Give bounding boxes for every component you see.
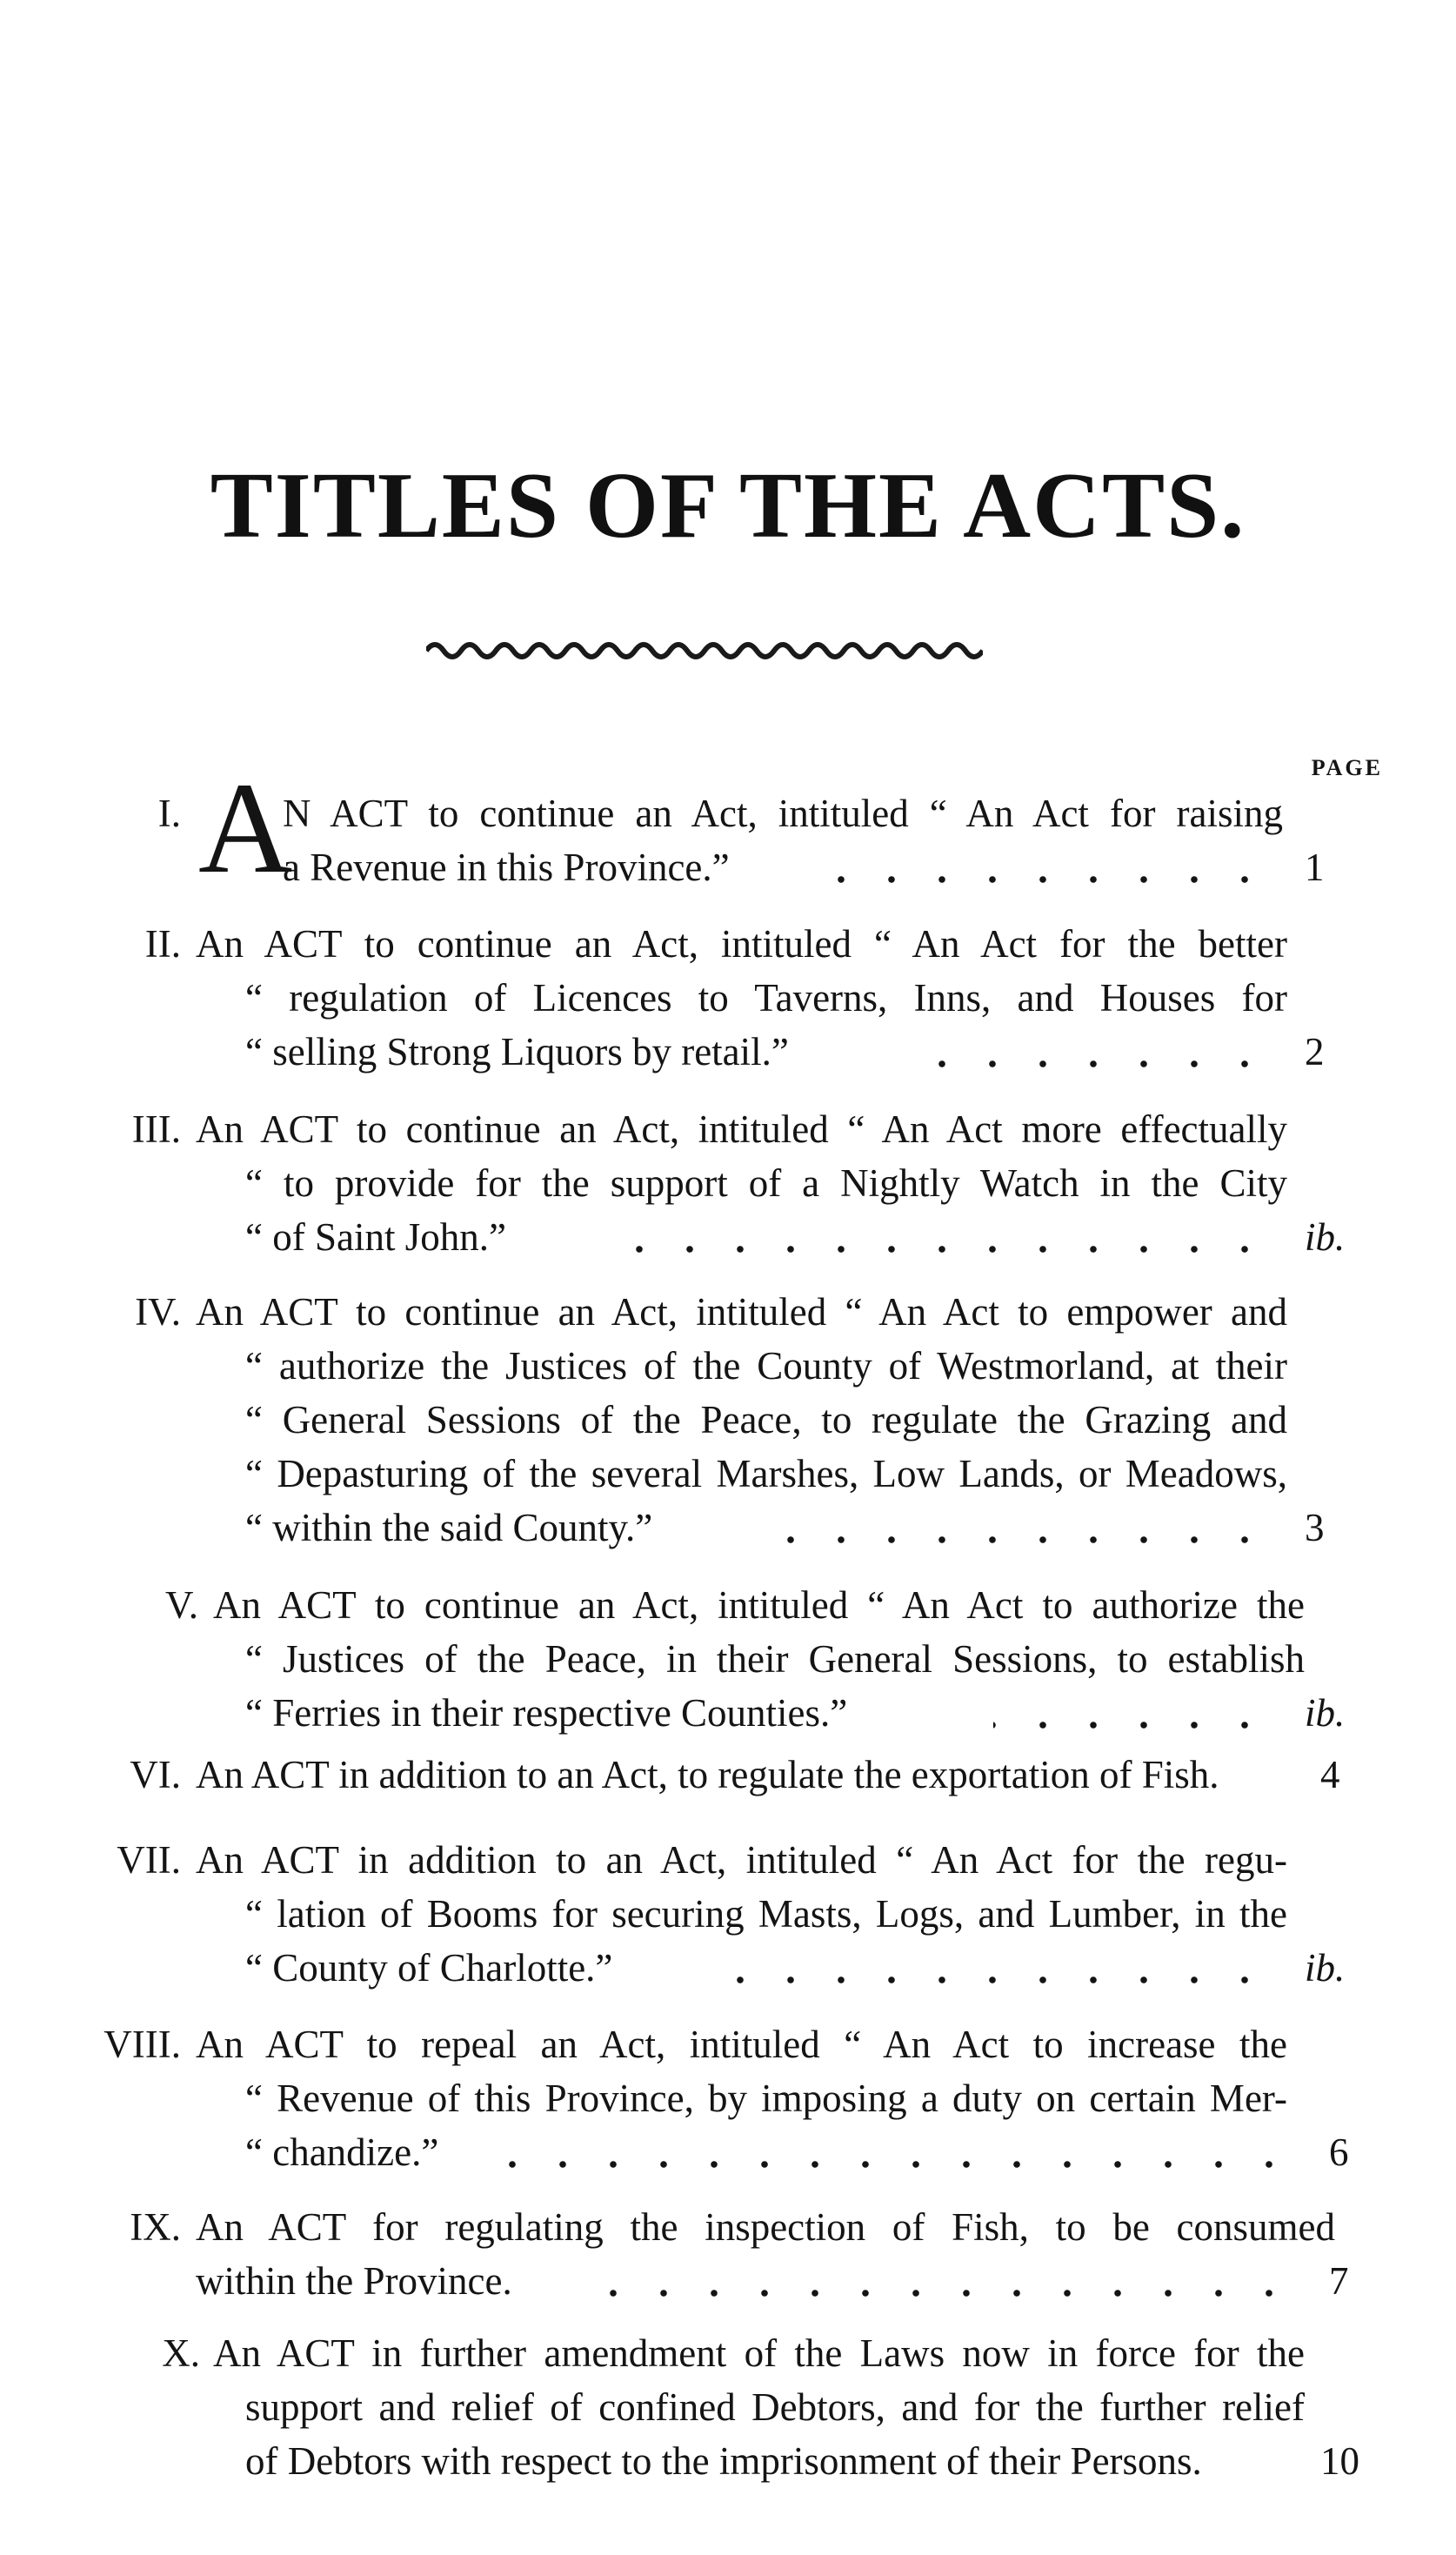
act-title-line: An ACT to continue an Act, intituled “ An Act more effectually xyxy=(196,1107,1287,1151)
leader-dots xyxy=(698,1976,1270,1983)
act-title-line: “ to provide for the support of a Nightly Watch in the City xyxy=(245,1161,1287,1205)
act-title-line: “ selling Strong Liquors by retail.” xyxy=(245,1030,789,1074)
act-title-line: An ACT to repeal an Act, intituled “ An Act to increase the xyxy=(196,2023,1287,2066)
page-number: 3 xyxy=(1305,1506,1325,1549)
page-number: 10 xyxy=(1320,2439,1359,2483)
act-title-line: “ authorize the Justices of the County of Westmorland, at their xyxy=(245,1344,1287,1388)
act-title-line: “ Ferries in their respective Counties.” xyxy=(245,1691,848,1735)
leader-dots xyxy=(750,1536,1270,1543)
act-title-line: “ Depasturing of the several Marshes, Low Lands, or Meadows, xyxy=(245,1452,1287,1495)
leader-dots xyxy=(596,2290,1294,2297)
act-numeral: IV. xyxy=(135,1290,181,1334)
act-numeral: IX. xyxy=(130,2205,181,2249)
act-numeral: VII. xyxy=(117,1838,181,1882)
act-title-line: “ General Sessions of the Peace, to regulate the Grazing and xyxy=(245,1398,1287,1441)
act-title-line: An ACT in addition to an Act, to regulate the exportation of Fish. xyxy=(196,1753,1219,1796)
act-title-line: “ County of Charlotte.” xyxy=(245,1946,613,1990)
leader-dots xyxy=(593,1246,1270,1253)
page-number: 4 xyxy=(1320,1753,1340,1796)
page-title: TITLES OF THE ACTS. xyxy=(210,454,1246,558)
act-title-line: “ chandize.” xyxy=(245,2130,439,2174)
page-number: 7 xyxy=(1329,2259,1349,2303)
act-numeral: X. xyxy=(162,2331,200,2375)
act-title-line: An ACT for regulating the inspection of Fish, to be consumed xyxy=(196,2205,1335,2249)
page-number: ib. xyxy=(1305,1691,1346,1735)
act-title-line: An ACT to continue an Act, intituled “ An Act for the better xyxy=(196,922,1287,966)
act-numeral: I. xyxy=(157,792,181,835)
act-title-line: “ Revenue of this Province, by imposing a duty on certain Mer- xyxy=(245,2077,1287,2120)
page-number: 1 xyxy=(1305,846,1325,889)
act-title-line: a Revenue in this Province.” xyxy=(283,846,730,889)
act-title-line: of Debtors with respect to the imprisonment of their Persons. xyxy=(245,2439,1202,2483)
leader-dots xyxy=(924,1060,1270,1067)
act-numeral: III. xyxy=(131,1107,181,1151)
act-title-line: N ACT to continue an Act, intituled “ An Act for raising xyxy=(283,792,1283,835)
act-numeral: V. xyxy=(165,1583,198,1627)
act-title-line: “ of Saint John.” xyxy=(245,1215,506,1259)
act-title-line: “ Justices of the Peace, in their General Sessions, to establish xyxy=(245,1637,1305,1681)
page-column-header: PAGE xyxy=(1311,755,1383,780)
page-number: 6 xyxy=(1329,2130,1349,2174)
page-number: ib. xyxy=(1305,1215,1346,1259)
act-title-line: within the Province. xyxy=(196,2259,512,2303)
act-title-line: An ACT to continue an Act, intituled “ An Act to authorize the xyxy=(213,1583,1305,1627)
act-title-line: support and relief of confined Debtors, and for the further relief xyxy=(245,2385,1305,2429)
page-number: 2 xyxy=(1305,1030,1325,1074)
act-numeral: VIII. xyxy=(104,2023,181,2066)
leader-dots xyxy=(993,1722,1270,1729)
act-title-line: An ACT in addition to an Act, intituled “ An Act for the regu- xyxy=(196,1838,1287,1882)
page-number: ib. xyxy=(1305,1946,1346,1990)
act-title-line: An ACT to continue an Act, intituled “ An Act to empower and xyxy=(196,1290,1287,1334)
decorative-rule xyxy=(426,635,983,661)
leader-dots xyxy=(506,2161,1294,2168)
act-numeral: II. xyxy=(144,922,181,966)
drop-cap: A xyxy=(198,756,293,900)
act-title-line: “ regulation of Licences to Taverns, Inns, and Houses for xyxy=(245,976,1287,1020)
act-title-line: “ lation of Booms for securing Masts, Logs, and Lumber, in the xyxy=(245,1892,1287,1936)
leader-dots xyxy=(822,876,1270,883)
act-title-line: “ within the said County.” xyxy=(245,1506,653,1549)
act-numeral: VI. xyxy=(130,1753,181,1796)
act-title-line: An ACT in further amendment of the Laws now in force for the xyxy=(213,2331,1305,2375)
